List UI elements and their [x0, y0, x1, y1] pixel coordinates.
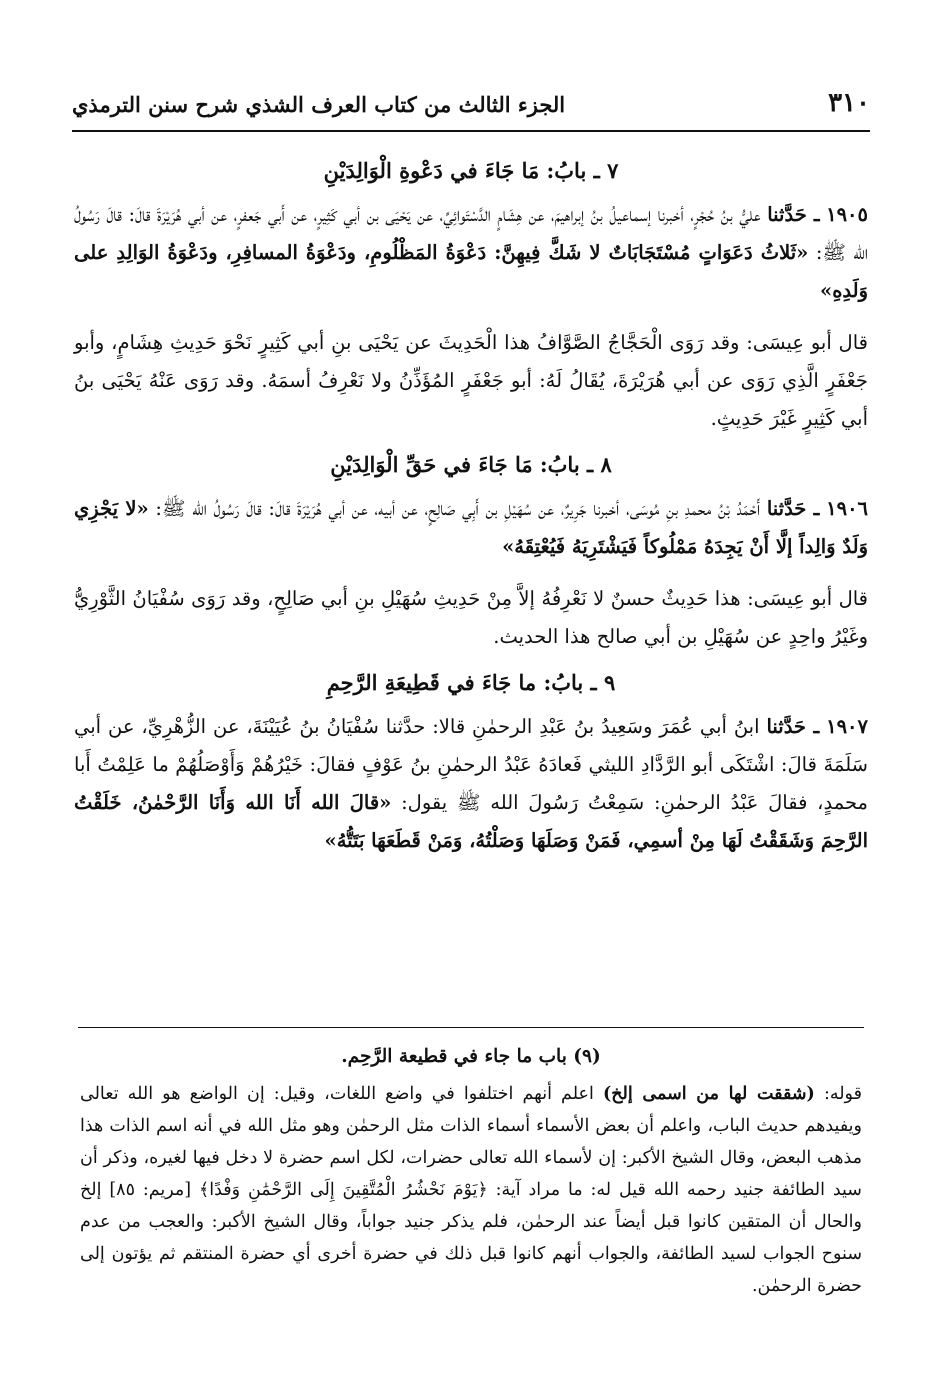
chapter-heading-7: ٧ ـ بابُ: مَا جَاءَ في دَعْوةِ الْوَالِدَيْنِ — [323, 158, 619, 183]
chapter-heading-8: ٨ ـ بابُ: مَا جَاءَ في حَقِّ الْوَالِدَيْنِ — [330, 452, 612, 477]
page-header — [72, 88, 870, 132]
hadith-text: «قالَ الله أَنَا الله وَأَنَا الرَّحْمٰنُ، خَلَقْتُ الرَّحِمَ وَشَقَقْتُ لَهَا مِنْ أسمِي، فَمَنْ وَصَلَهَا وَصَلْتُهُ، وَمَنْ قَطَعَهَا بَتَتُّهُ» — [74, 791, 868, 852]
commentary-text: قال أبو عِيسَى: وقد رَوَى الْحَجَّاجُ الصَّوَّافُ هذا الْحَدِيثَ عن يَحْيَى بنِ أبي كَثِيرٍ نَحْوَ حَدِيثِ هِشَامٍ، وأبو جَعْفَرٍ الَّذِي رَوَى عن أبي هُرَيْرَةَ، يُقَالُ لَهُ: أبو جَعْفَرٍ المُؤَذِّنُ ولا نَعْرِفُ أسمَهُ. وقد رَوَى عَنْهُ يَحْيَى بنُ أبي كَثِيرٍ غَيْرَ حَدِيثٍ. — [74, 331, 868, 430]
hadith-1906 — [74, 490, 868, 566]
hadith-chain: أَحْمَدُ بْنُ محمدِ بنِ مُوسَى، أخبرنا جَرِيرٌ، عن سُهَيْلِ بن أَبِي صَالِحٍ، عن أبيه، عن أبي هُرَيْرَةَ قالَ: قالَ رَسُولُ الله ﷺ: — [155, 497, 761, 520]
hadith-marker: ـ حَدَّثنا — [766, 715, 820, 738]
hadith-text: «ثَلاثُ دَعَوَاتٍ مُسْتَجَابَاتٌ لا شَكَّ فِيهِنَّ: دَعْوَةُ المَظْلُومِ، ودَعْوَةُ المسافِرِ، ودَعْوَةُ الوَالِدِ على وَلَدِهِ» — [74, 241, 868, 302]
commentary-text: قال أبو عِيسَى: هذا حَدِيثٌ حسنٌ لا نَعْرِفُهُ إلاَّ مِنْ حَدِيثِ سُهَيْلِ بنِ أبي صَالِحٍ، وقد رَوَى سُفْيَانُ الثَّوْرِيُّ وغَيْرُ واحِدٍ عن سُهَيْلِ بن أبي صالح هذا الحديث. — [74, 587, 868, 648]
hadith-text: «لا يَجْزِي وَلَدٌ وَالِداً إلَّا أَنْ يَجِدَهُ مَمْلُوكاً فَيَشْتَرِيَهُ فَيُعْتِقَهُ» — [74, 497, 868, 558]
main-text — [74, 152, 868, 874]
footnote-phrase: (شققت لها من اسمى إلخ) — [602, 1084, 815, 1104]
footnote-heading: (٩) باب ما جاء في قطيعة الرَّحِم. — [341, 1046, 601, 1067]
hadith-1907 — [74, 708, 868, 860]
hadith-marker: ـ حَدَّثنا — [767, 203, 820, 226]
chapter-heading-9: ٩ ـ بابُ: ما جَاءَ في قَطِيعَةِ الرَّحِمِ — [326, 670, 616, 695]
hadith-chain: عليُّ بنُ حُجْرٍ، أخبرنا إسماعيلُ بنُ إبراهيمَ، عن هِشَامٍ الدَّسْتَوائِيِّ، عن يَحْيَى بن أبي كَثِيرٍ، عن أَبي جَعفرٍ، عن أبي هُرَيْرَةَ قالَ: قالَ رَسُولُ الله ﷺ: — [74, 203, 868, 264]
footnote-body-2: [مريم: ٨٥] إلخ والحال أن المتقين كانوا قبل أيضاً عند الرحمٰن، فلم يذكر جنيد جواباً، وقال الشيخ الأكبر: والعجب من عدم سنوح الجواب لسيد الطائفة، والجواب أنهم كانوا قبل ذلك في حضرة أخرى أي حضرة المنتقم ثم يؤتون إلى حضرة الرحمٰن. — [80, 1180, 862, 1296]
page-number: ٣١٠ — [828, 88, 870, 118]
hadith-marker: ـ حَدَّثنا — [766, 497, 820, 520]
hadith-1905 — [74, 196, 868, 310]
footnote-intro: قوله: — [823, 1084, 862, 1104]
footnote-divider — [78, 1027, 864, 1028]
running-title: الجزء الثالث من كتاب العرف الشذي شرح سنن الترمذي — [72, 92, 566, 117]
hadith-number: ١٩٠٦ — [826, 497, 869, 520]
footnote-body-1: اعلم أنهم اختلفوا في واضع اللغات، وقيل: إن الواضع هو الله تعالى ويفيدهم حديث الباب، واعلم أن بعض الأسماء أسماء الذات مثل الرحمٰن وهو مثل الله في أنه اسم الذات هذا مذهب البعض، وقال الشيخ الأكبر: إن لأسماء الله تعالى حضرات، لكل اسم حضرة لا دخل فيها لغيره، وذكر أن سيد الطائفة جنيد رحمه الله قيل له: ما مراد آية: — [80, 1084, 862, 1200]
footnotes-section — [80, 1040, 862, 1302]
footnote-paragraph — [80, 1078, 862, 1302]
quran-verse: ﴿يَوْمَ نَحْشُرُ الْمُتَّقِينَ إِلَى الرَّحْمَٰنِ وَفْدًا﴾ — [198, 1180, 488, 1200]
commentary-1906 — [74, 580, 868, 656]
hadith-chain: ابنُ أبي عُمَرَ وسَعِيدُ بنُ عَبْدِ الرحمٰنِ قالا: حدَّثنا سُفْيَانُ بنُ عُيَيْنَةَ، عن الزُّهْرِيِّ، عن أبي سَلَمَةَ قالَ: اشْتَكَى أبو الرَّدَّادِ الليثي فَعادَهُ عَبْدُ الرحمٰنِ بنُ عَوْفٍ فقالَ: خَيْرُهُمْ وَأَوْصَلُهُمْ ما عَلِمْتُ أَبا محمدٍ، فقالَ عَبْدُ الرحمٰنِ: سَمِعْتُ رَسُولَ الله ﷺ يقول: — [74, 715, 868, 814]
hadith-number: ١٩٠٧ — [826, 715, 868, 738]
hadith-number: ١٩٠٥ — [826, 203, 868, 226]
commentary-1905 — [74, 324, 868, 438]
